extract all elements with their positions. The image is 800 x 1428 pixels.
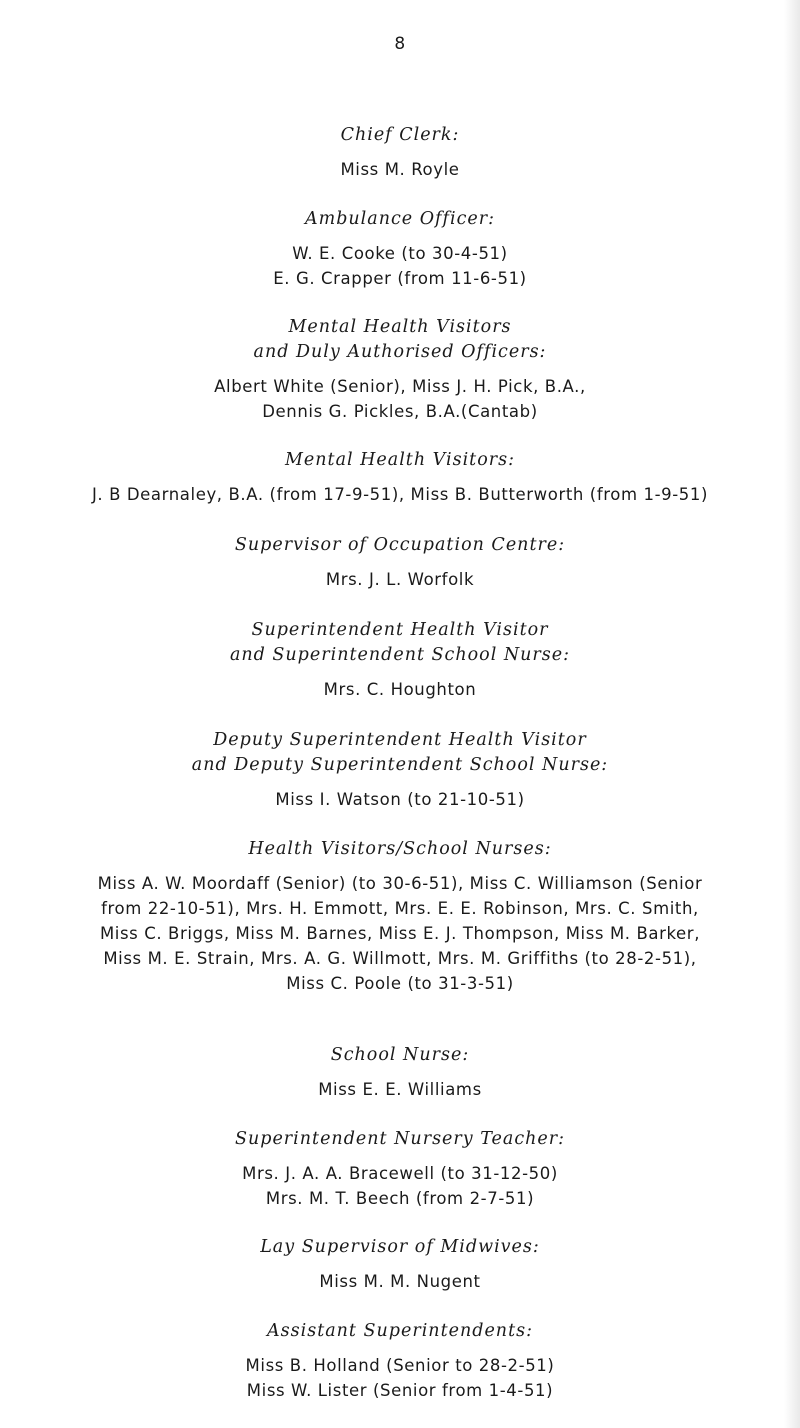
section-heading: Chief Clerk: bbox=[340, 125, 460, 145]
staff-line: Miss C. Briggs, Miss M. Barnes, Miss E. J. Thompson, Miss M. Barker, bbox=[99, 924, 701, 943]
section-heading: Ambulance Officer: bbox=[304, 209, 496, 229]
section-heading: Deputy Superintendent Health Visitor bbox=[213, 730, 587, 750]
staff-line: Mrs. M. T. Beech (from 2-7-51) bbox=[265, 1189, 535, 1208]
staff-line: Miss E. E. Williams bbox=[318, 1080, 482, 1099]
section-nursery-teacher bbox=[0, 1127, 800, 1211]
section-heading: School Nurse: bbox=[330, 1045, 470, 1065]
section-heading: and Deputy Superintendent School Nurse: bbox=[191, 755, 609, 775]
staff-line: Mrs. J. A. A. Bracewell (to 31-12-50) bbox=[242, 1164, 558, 1183]
staff-line: W. E. Cooke (to 30-4-51) bbox=[292, 244, 508, 263]
page-edge-shadow bbox=[784, 0, 800, 1428]
section-heading: Superintendent Health Visitor bbox=[251, 620, 549, 640]
staff-line: Miss M. E. Strain, Mrs. A. G. Willmott, Mrs. M. Griffiths (to 28-2-51), bbox=[103, 949, 697, 968]
staff-line: Miss W. Lister (Senior from 1-4-51) bbox=[246, 1381, 554, 1400]
staff-line: Mrs. C. Houghton bbox=[323, 680, 477, 699]
section-heading: Mental Health Visitors: bbox=[284, 450, 515, 470]
section-heading: Lay Supervisor of Midwives: bbox=[260, 1237, 540, 1257]
section-health-visitors-school-nurses bbox=[0, 837, 800, 996]
staff-line: J. B Dearnaley, B.A. (from 17-9-51), Miss B. Butterworth (from 1-9-51) bbox=[91, 485, 709, 504]
section-heading: Assistant Superintendents: bbox=[267, 1321, 533, 1341]
section-assistant-superintendents bbox=[0, 1319, 800, 1403]
section-occupation-centre bbox=[0, 533, 800, 592]
section-ambulance-officer bbox=[0, 207, 800, 291]
section-heading: Supervisor of Occupation Centre: bbox=[234, 535, 566, 555]
section-chief-clerk bbox=[0, 123, 800, 182]
section-heading: and Superintendent School Nurse: bbox=[229, 645, 571, 665]
staff-line: Miss B. Holland (Senior to 28-2-51) bbox=[245, 1356, 555, 1375]
section-heading: Health Visitors/School Nurses: bbox=[248, 839, 552, 859]
page-number: 8 bbox=[394, 34, 406, 54]
staff-line: Miss M. Royle bbox=[340, 160, 460, 179]
staff-line: Miss A. W. Moordaff (Senior) (to 30-6-51), Miss C. Williamson (Senior bbox=[97, 874, 703, 893]
section-school-nurse bbox=[0, 1043, 800, 1102]
staff-line: Mrs. J. L. Worfolk bbox=[325, 570, 475, 589]
section-heading: Superintendent Nursery Teacher: bbox=[234, 1129, 566, 1149]
staff-line: Miss M. M. Nugent bbox=[319, 1272, 481, 1291]
staff-line: E. G. Crapper (from 11-6-51) bbox=[273, 269, 527, 288]
staff-line: Albert White (Senior), Miss J. H. Pick, B.A., bbox=[214, 377, 586, 396]
section-heading: Mental Health Visitors bbox=[288, 317, 512, 337]
section-superintendent-health-visitor bbox=[0, 618, 800, 702]
section-deputy-superintendent bbox=[0, 728, 800, 812]
staff-line: Dennis G. Pickles, B.A.(Cantab) bbox=[262, 402, 538, 421]
staff-line: Miss I. Watson (to 21-10-51) bbox=[275, 790, 525, 809]
section-mental-health-visitors bbox=[0, 448, 800, 507]
section-lay-supervisor bbox=[0, 1235, 800, 1294]
staff-line: Miss C. Poole (to 31-3-51) bbox=[286, 974, 514, 993]
section-heading: and Duly Authorised Officers: bbox=[253, 342, 547, 362]
section-mental-health-visitors-authorised bbox=[0, 315, 800, 424]
staff-line: from 22-10-51), Mrs. H. Emmott, Mrs. E. E. Robinson, Mrs. C. Smith, bbox=[101, 899, 699, 918]
